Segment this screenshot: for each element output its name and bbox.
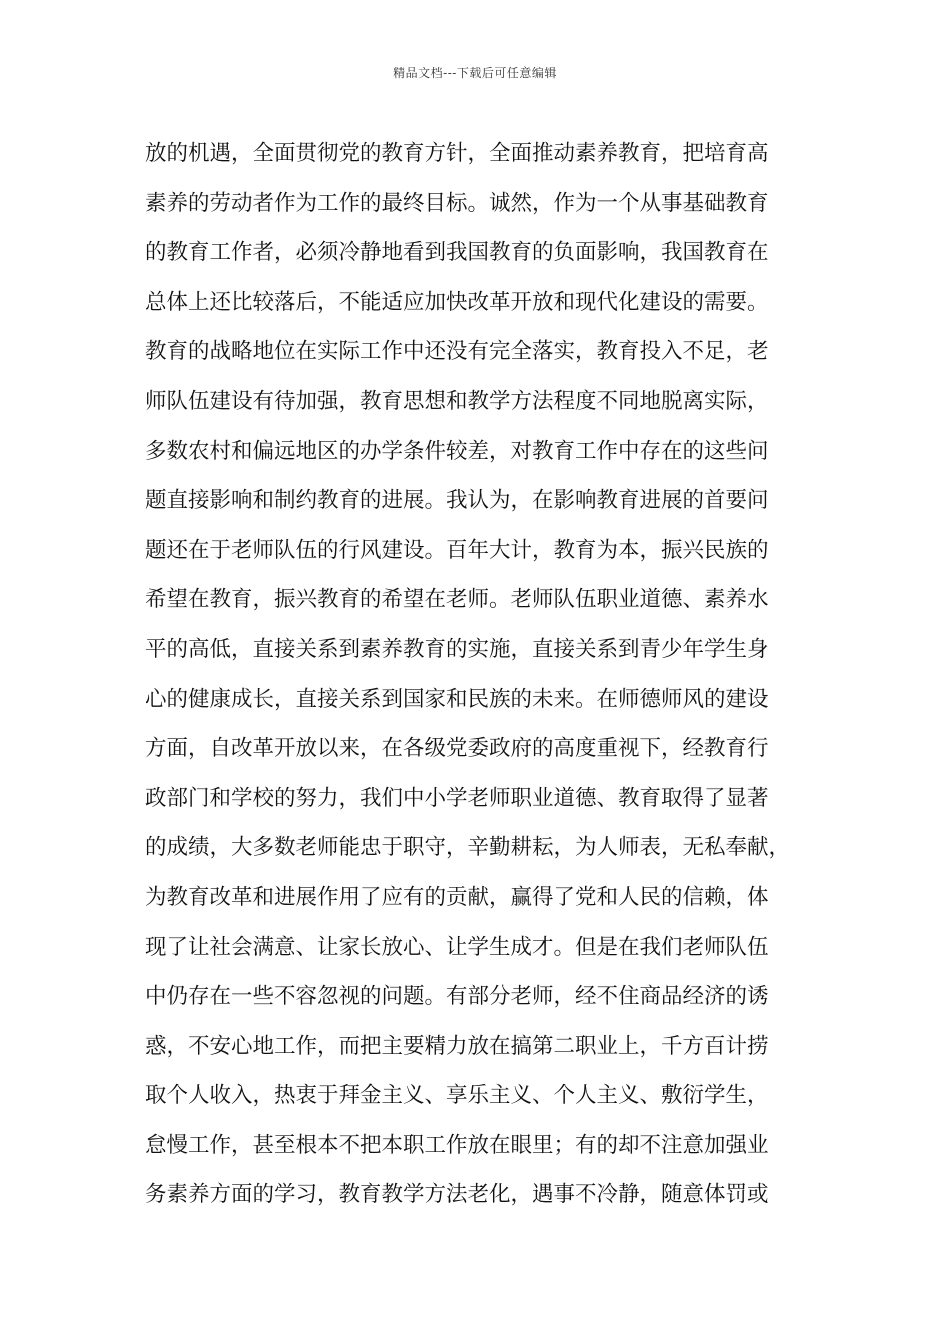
- text-line: 为教育改革和进展作用了应有的贡献，赢得了党和人民的信赖，体: [145, 884, 769, 910]
- text-line: 取个人收入，热衷于拜金主义、享乐主义、个人主义、敷衍学生，: [145, 1083, 769, 1109]
- text-line: 心的健康成长，直接关系到国家和民族的未来。在师德师风的建设: [145, 686, 769, 712]
- text-line: 方面，自改革开放以来，在各级党委政府的高度重视下，经教育行: [145, 736, 769, 762]
- text-line: 怠慢工作，甚至根本不把本职工作放在眼里；有的却不注意加强业: [145, 1132, 769, 1158]
- page-header: 精品文档---下载后可任意编辑: [393, 66, 557, 80]
- text-line: 中仍存在一些不容忽视的问题。有部分老师，经不住商品经济的诱: [145, 984, 769, 1010]
- text-line: 题直接影响和制约教育的进展。我认为，在影响教育进展的首要问: [145, 488, 769, 514]
- text-line: 平的高低，直接关系到素养教育的实施，直接关系到青少年学生身: [145, 636, 769, 662]
- text-line: 的教育工作者，必须冷静地看到我国教育的负面影响，我国教育在: [145, 240, 769, 266]
- text-line: 的成绩，大多数老师能忠于职守，辛勤耕耘，为人师表，无私奉献，: [145, 835, 791, 861]
- text-line: 师队伍建设有待加强，教育思想和教学方法程度不同地脱离实际，: [145, 388, 769, 414]
- text-line: 题还在于老师队伍的行风建设。百年大计，教育为本，振兴民族的: [145, 537, 769, 563]
- text-line: 教育的战略地位在实际工作中还没有完全落实，教育投入不足，老: [145, 339, 769, 365]
- text-line: 放的机遇，全面贯彻党的教育方针，全面推动素养教育，把培育高: [145, 141, 769, 166]
- text-line: 务素养方面的学习，教育教学方法老化，遇事不冷静，随意体罚或: [145, 1182, 769, 1208]
- text-line: 现了让社会满意、让家长放心、让学生成才。但是在我们老师队伍: [145, 934, 769, 960]
- text-line: 素养的劳动者作为工作的最终目标。诚然，作为一个从事基础教育: [145, 190, 769, 216]
- text-line: 政部门和学校的努力，我们中小学老师职业道德、教育取得了显著: [145, 785, 769, 811]
- text-line: 希望在教育，振兴教育的希望在老师。老师队伍职业道德、素养水: [145, 587, 769, 613]
- text-line: 多数农村和偏远地区的办学条件较差，对教育工作中存在的这些问: [145, 438, 769, 464]
- body-text: [145, 134, 835, 1225]
- text-line: 惑，不安心地工作，而把主要精力放在搞第二职业上，千方百计捞: [145, 1033, 769, 1059]
- text-line: 总体上还比较落后，不能适应加快改革开放和现代化建设的需要。: [145, 289, 769, 315]
